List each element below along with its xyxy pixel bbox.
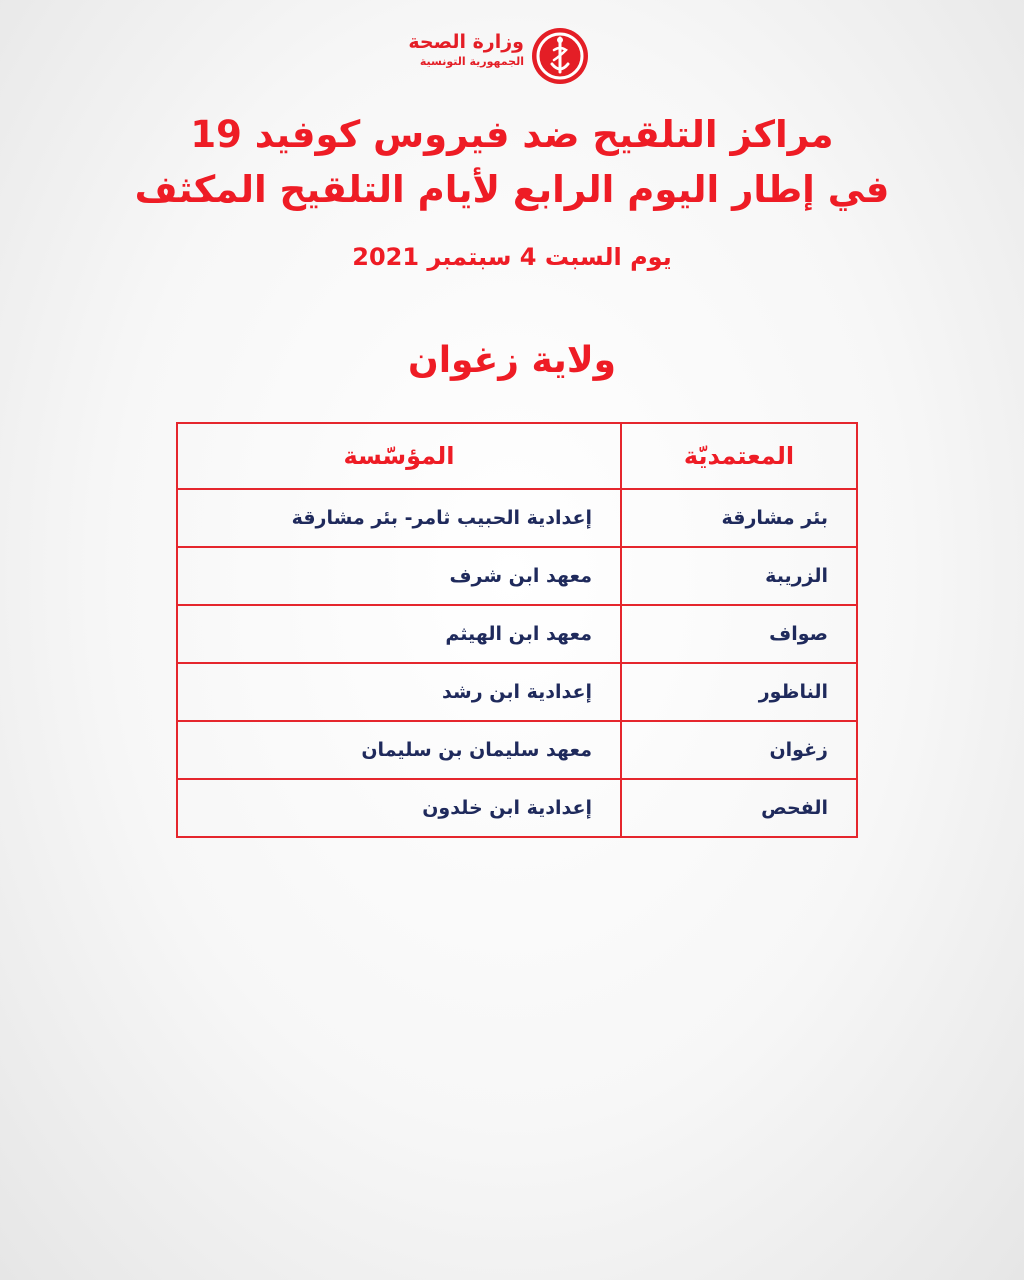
cell-institution: معهد ابن الهيثم xyxy=(177,605,621,663)
table-row xyxy=(177,663,857,721)
cell-delegation: صواف xyxy=(621,605,857,663)
vaccination-centers-table xyxy=(176,422,858,838)
table-header-row xyxy=(177,423,857,489)
table-row xyxy=(177,489,857,547)
logo-title: وزارة الصحة xyxy=(408,31,524,53)
ministry-health-emblem-icon xyxy=(530,26,590,86)
table-row xyxy=(177,605,857,663)
header-delegation: المعتمديّة xyxy=(621,423,857,489)
table-row xyxy=(177,721,857,779)
logo-text xyxy=(408,30,524,70)
cell-institution: إعدادية ابن خلدون xyxy=(177,779,621,837)
cell-institution: إعدادية الحبيب ثامر- بئر مشارقة xyxy=(177,489,621,547)
cell-delegation: زغوان xyxy=(621,721,857,779)
page-title-line2: في إطار اليوم الرابع لأيام التلقيح المكثف xyxy=(134,168,890,211)
cell-delegation: الفحص xyxy=(621,779,857,837)
cell-delegation: الناظور xyxy=(621,663,857,721)
table-row xyxy=(177,547,857,605)
date-line: يوم السبت 4 سبتمبر 2021 xyxy=(352,243,672,271)
cell-delegation: بئر مشارقة xyxy=(621,489,857,547)
logo-subtitle: الجمهورية التونسية xyxy=(419,55,524,68)
ministry-logo xyxy=(408,26,590,86)
region-heading: ولاية زغوان xyxy=(407,340,617,381)
header-institution: المؤسّسة xyxy=(177,423,621,489)
table-row xyxy=(177,779,857,837)
page-title-line1: مراكز التلقيح ضد فيروس كوفيد 19 xyxy=(190,113,834,156)
cell-institution: معهد ابن شرف xyxy=(177,547,621,605)
cell-institution: إعدادية ابن رشد xyxy=(177,663,621,721)
cell-institution: معهد سليمان بن سليمان xyxy=(177,721,621,779)
cell-delegation: الزريبة xyxy=(621,547,857,605)
